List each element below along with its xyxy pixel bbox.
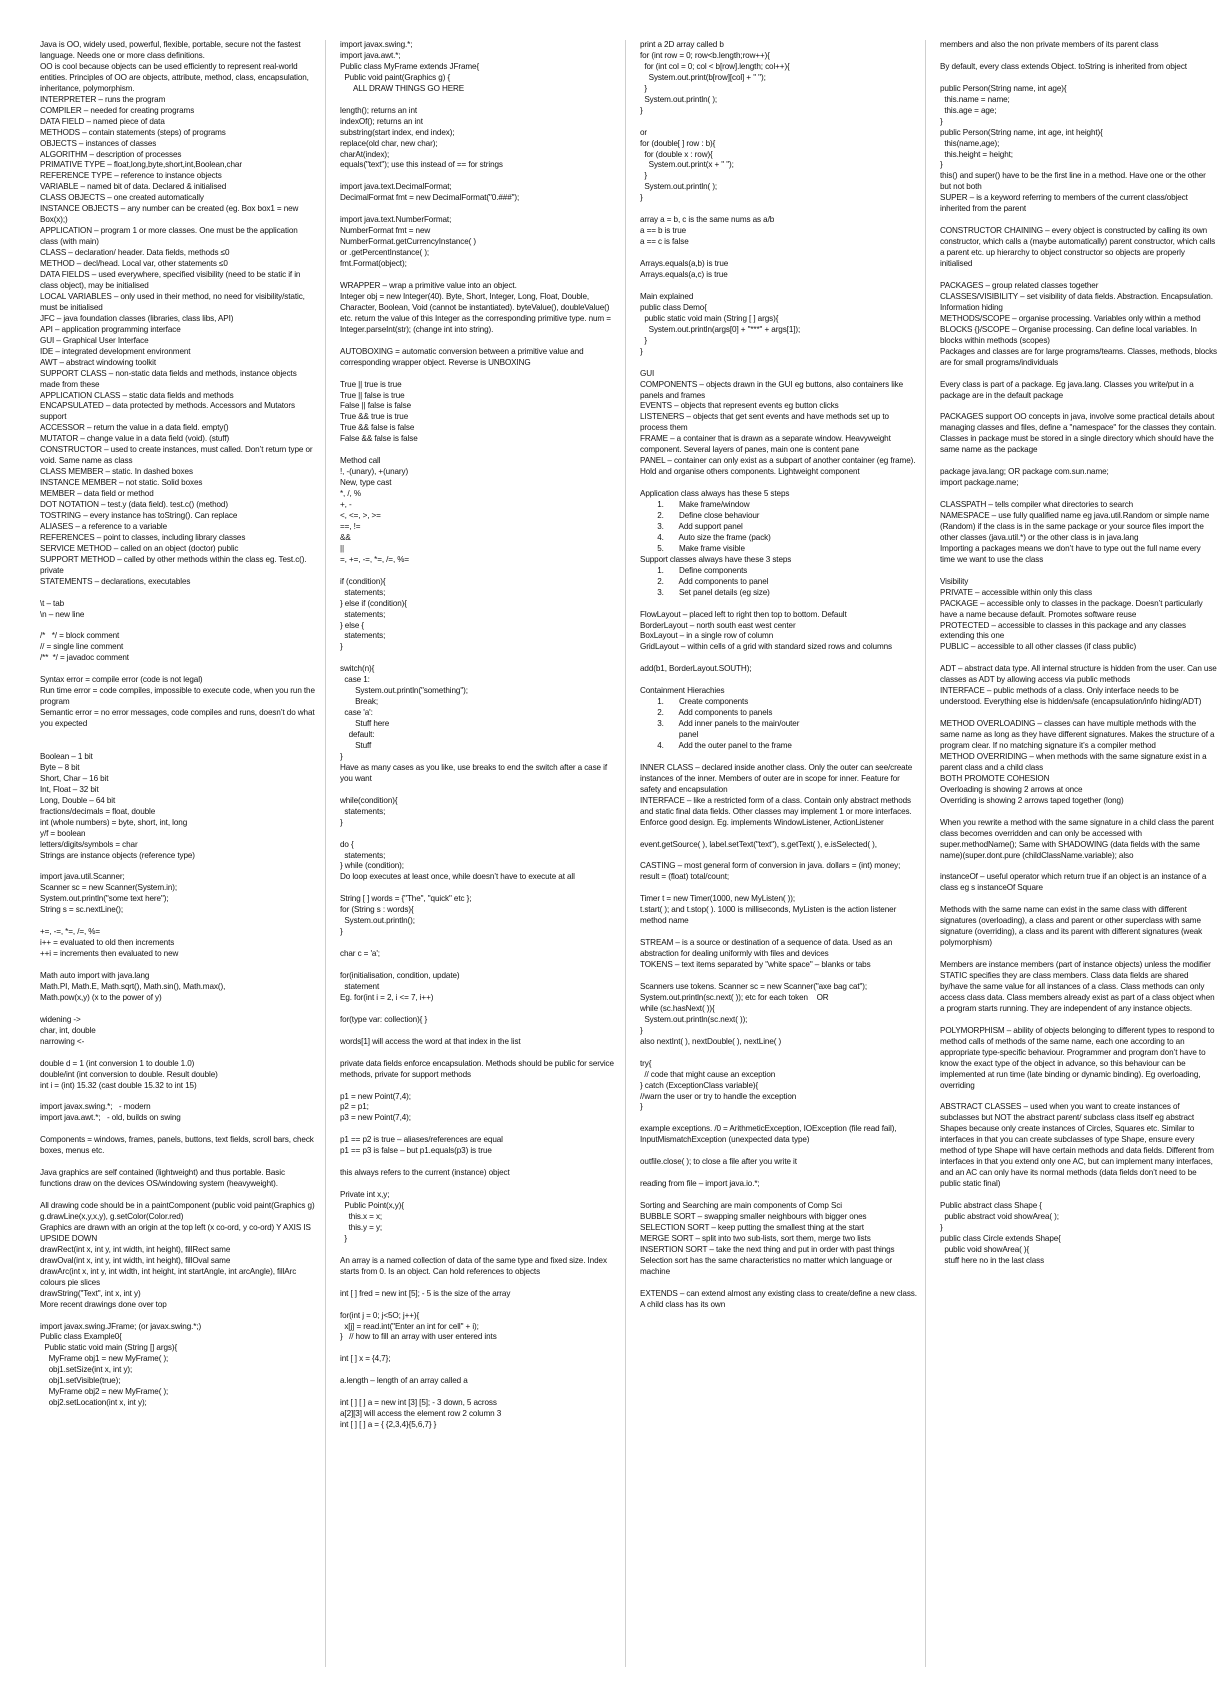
column-2: import javax.swing.*; import java.awt.*; Public class MyFrame extends JFrame{ Public void paint(Graphics g) { ALL DRAW THINGS GO HERE length(); returns an int indexOf(); returns an int substring(start index, end index); replace(old char, new char); charAt(index); equals("text"); use this instead of == for strings import java.text.DecimalFormat; DecimalFormat fmt = new DecimalFormat("0.###"); import java.text.NumberFormat; NumberFormat fmt = new NumberFormat.getCurrencyInstance( ) or .getPercentInstance( ); fmt.Format(object); WRAPPER – wrap a primitive value into an object. Integer obj = new Integer(40). Byte, Short, Integer, Long, Float, Double, Character, Boolean, Void (cannot be instantiated). byteValue(), doubleValue() etc. return the value of this Integer as the corresponding primitive type. num = Integer.parseInt(str); (change int into string). AUTOBOXING = automatic conversion between a primitive value and corresponding wrapper object. Reverse is UNBOXING True || true is true True || false is true False || false is false True && true is true True && false is false False && false is false Method call !, -(unary), +(unary) New, type cast *, /, % +, - <, <=, >, >= ==, != && || =, +=, -=, *=, /=, %= if (condition){ statements; } else if (condition){ statements; } else { statements; } switch(n){ case 1: System.out.println("something"); Break; case 'a': Stuff here default: Stuff } Have as many cases as you like, use breaks to end the switch after a case if you want while(condition){ statements; } do { statements; } while (condition); Do loop executes at least once, while doesn’t have to execute at all String [ ] words = {"The", "quick" etc }; for (String s : words){ System.out.println(); } char c = 'a'; for(initialisation, condition, update) statement Eg. for(int i = 2, i <= 7, i++) for(type var: collection){ } words[1] will access the word at that index in the list private data fields enforce encapsulation. Methods should be public for service methods, private for support methods p1 = new Point(7,4); p2 = p1; p3 = new Point(7,4); p1 == p2 is true – aliases/references are equal p1 == p3 is false – but p1.equals(p3) is true this always refers to the current (instance) object Private int x,y; Public Point(x,y){ this.x = x; this.y = y; } An array is a named collection of data of the same type and fixed size. Index starts from 0. Is an object. Can hold references to objects int [ ] fred = new int [5]; - 5 is the size of the array for(int j = 0; j<5O; j++){ x[j] = read.int("Enter an int for cell" + i); } // how to fill an array with user entered ints int [ ] x = {4,7}; a.length – length of an array called a int [ ] [ ] a = new int [3] [5]; - 3 down, 5 across a[2][3] will access the element row 2 column 3 int [ ] [ ] a = { {2,3,4}{5,6,7} } [340,40,626,1667]
column-3: print a 2D array called b for (int row = 0; row<b.length;row++){ for (int col = 0; col < b[row].length; col++){ System.out.print(b[row][col] + " "); } System.out.println( ); } or for (double[ ] row : b){ for (double x : row){ System.out.print(x + " "); } System.out.println( ); } array a = b, c is the same nums as a/b a == b is true a == c is false Arrays.equals(a,b) is true Arrays.equals(a,c) is true Main explained public class Demo{ public static void main (String [ ] args){ System.out.println(args[0] + "***" + args[1]); } } GUI COMPONENTS – objects drawn in the GUI eg buttons, also containers like panels and frames EVENTS – objects that represent events eg button clicks LISTENERS – objects that get sent events and have methods set up to process them FRAME – a container that is drawn as a separate window. Heavyweight component. Several layers of panes, main one is content pane PANEL – container can only exist as a subpart of another container (eg frame). Hold and organise others components. Lightweight component Application class always has these 5 steps 1. Make frame/window 2. Define close behaviour 3. Add support panel 4. Auto size the frame (pack) 5. Make frame visible Support classes always have these 3 steps 1. Define components 2. Add components to panel 3. Set panel details (eg size) FlowLayout – placed left to right then top to bottom. Default BorderLayout – north south east west center BoxLayout – in a single row of column GridLayout – within cells of a grid with standard sized rows and columns add(b1, BorderLayout.SOUTH); Containment Hierachies 1. Create components 2. Add components to panels 3. Add inner panels to the main/outer panel 4. Add the outer panel to the frame INNER CLASS – declared inside another class. Only the outer can see/create instances of the inner. Members of outer are in scope for inner. Feature for safety and encapsulation INTERFACE – like a restricted form of a class. Contain only abstract methods and static final data fields. Other classes may implement 1 or more interfaces. Enforce good design. Eg. implements WindowListener, ActionListener event.getSource( ), label.setText("text"), s.getText( ), e.isSelected( ), CASTING – most general form of conversion in java. dollars = (int) money; result = (float) total/count; Timer t = new Timer(1000, new MyListen( )); t.start( ); and t.stop( ). 1000 is milliseconds, MyListen is the action listener method name STREAM – is a source or destination of a sequence of data. Used as an abstraction for dealing uniformly with files and devices TOKENS – text items separated by "white space" – blanks or tabs Scanners use tokens. Scanner sc = new Scanner("axe bag cat"); System.out.println(sc.next( )); etc for each token OR while (sc.hasNext( )){ System.out.println(sc.next( )); } also nextInt( ), nextDouble( ), nextLine( ) try{ // code that might cause an exception } catch (ExceptionClass variable){ //warn the user or try to handle the exception } example exceptions. /0 = ArithmeticException, IOException (file read fail), InputMismatchException (unexpected data type) outfile.close( ); to close a file after you write it reading from file – import java.io.*; Sorting and Searching are main components of Comp Sci BUBBLE SORT – swapping smaller neighbours with bigger ones SELECTION SORT – keep putting the smallest thing at the start MERGE SORT – split into two sub-lists, sort them, merge two lists INSERTION SORT – take the next thing and put in order with past things Selection sort has the same characteristics no matter which language or machine EXTENDS – can extend almost any existing class to create/define a new class. A child class has its own [640,40,926,1667]
column-1: Java is OO, widely used, powerful, flexible, portable, secure not the fastest language. Needs one or more class definitions. OO is cool because objects can be used efficiently to represent real-world entities. Principles of OO are objects, attribute, method, class, encapsulation, inheritance, polymorphism. INTERPRETER – runs the program COMPILER – needed for creating programs DATA FIELD – named piece of data METHODS – contain statements (steps) of programs OBJECTS – instances of classes ALGORITHM – description of processes PRIMATIVE TYPE – float,long,byte,short,int,Boolean,char REFERENCE TYPE – reference to instance objects VARIABLE – named bit of data. Declared & initialised CLASS OBJECTS – one created automatically INSTANCE OBJECTS – any number can be created (eg. Box box1 = new Box(x);) APPLICATION – program 1 or more classes. One must be the application class (with main) CLASS – declaration/ header. Data fields, methods ≤0 METHOD – decl/head. Local var, other statements ≤0 DATA FIELDS – used everywhere, specified visibility (need to be static if in class object), may be initialised LOCAL VARIABLES – only used in their method, no need for visibility/static, must be initialised JFC – java foundation classes (libraries, class libs, API) API – application programming interface GUI – Graphical User Interface IDE – integrated development environment AWT – abstract windowing toolkit SUPPORT CLASS – non-static data fields and methods, instance objects made from these APPLICATION CLASS – static data fields and methods ENCAPSULATED – data protected by methods. Accessors and Mutators support ACCESSOR – return the value in a data field. empty() MUTATOR – change value in a data field (void). (stuff) CONSTRUCTOR – used to create instances, must called. Don’t return type or void. Same name as class CLASS MEMBER – static. In dashed boxes INSTANCE MEMBER – not static. Solid boxes MEMBER – data field or method DOT NOTATION – test.y (data field). test.c() (method) TOSTRING – every instance has toString(). Can replace ALIASES – a reference to a variable REFERENCES – point to classes, including library classes SERVICE METHOD – called on an object (doctor) public SUPPORT METHOD – called by other methods within the class eg. Test.c(). private STATEMENTS – declarations, executables \t – tab \n – new line /* */ = block comment // = single line comment /** */ = javadoc comment Syntax error = compile error (code is not legal) Run time error = code compiles, impossible to execute code, when you run the program Semantic error = no error messages, code compiles and runs, doesn’t do what you expected Boolean – 1 bit Byte – 8 bit Short, Char – 16 bit Int, Float – 32 bit Long, Double – 64 bit fractions/decimals = float, double int (whole numbers) = byte, short, int, long y/f = boolean letters/digits/symbols = char Strings are instance objects (reference type) import java.util.Scanner; Scanner sc = new Scanner(System.in); System.out.println("some text here"); String s = sc.nextLine(); +=, -=, *=, /=, %= i++ = evaluated to old then increments ++i = increments then evaluated to new Math auto import with java.lang Math.PI, Math.E, Math.sqrt(), Math.sin(), Math.max(), Math.pow(x,y) (x to the power of y) widening -> char, int, double narrowing <- double d = 1 (int conversion 1 to double 1.0) double/int (int conversion to double. Result double) int i = (int) 15.32 (cast double 15.32 to int 15) import javax.swing.*; - modern import java.awt.*; - old, builds on swing Components = windows, frames, panels, buttons, text fields, scroll bars, check boxes, menus etc. Java graphics are self contained (lightweight) and thus portable. Basic functions draw on the devices OS/windowing system (heavyweight). All drawing code should be in a paintComponent (public void paint(Graphics g) g.drawLine(x,y,x,y), g.setColor(Color.red) Graphics are drawn with an origin at the top left (x co-ord, y co-ord) Y AXIS IS UPSIDE DOWN drawRect(int x, int y, int width, int height), fillRect same drawOval(int x, int y, int width, int height), fillOval same drawArc(int x, int y, int width, int height, int startAngle, int arcAngle), fillArc colours pie slices drawString("Text", int x, int y) More recent drawings done over top import javax.swing.JFrame; (or javax.swing.*;) Public class Example0{ Public static void main (String [] args){ MyFrame obj1 = new MyFrame( ); obj1.setSize(int x, int y); obj1.setVisible(true); MyFrame obj2 = new MyFrame( ); obj2.setLocation(int x, int y); [40,40,326,1667]
column-4: members and also the non private members of its parent class By default, every class extends Object. toString is inherited from object public Person(String name, int age){ this.name = name; this.age = age; } public Person(String name, int age, int height){ this(name,age); this.height = height; } this() and super() have to be the first line in a method. Have one or the other but not both SUPER – is a keyword referring to members of the current class/object inherited from the parent CONSTRUCTOR CHAINING – every object is constructed by calling its own constructor, which calls a (maybe automatically) parent constructor, which calls a parent etc. up hierarchy to object constructor so objects are properly initialised PACKAGES – group related classes together CLASSES/VISIBILITY – set visibility of data fields. Abstraction. Encapsulation. Information hiding METHODS/SCOPE – organise processing. Variables only within a method BLOCKS {}/SCOPE – Organise processing. Can define local variables. In blocks within methods (scopes) Packages and classes are for large programs/teams. Classes, methods, blocks are for small programs/individuals Every class is part of a package. Eg java.lang. Classes you write/put in a package are in the default package PACKAGES support OO concepts in java, involve some practical details about managing classes and files, define a "namespace" for the classes they contain. Classes in package must be stored in a single directory which should have the same name as the package package java.lang; OR package com.sun.name; import package.name; CLASSPATH – tells compiler what directories to search NAMESPACE – use fully qualified name eg java.util.Random or simple name (Random) if the class is in the same package or your source files import the other classes (java.util.*) or the other class is in java.lang Importing a packages means we don’t have to type out the full name every time we want to use the class Visibility PRIVATE – accessible within only this class PACKAGE – accessible only to classes in the package. Doesn’t particularly have a name because default. Promotes software reuse PROTECTED – accessible to classes in this package and any classes extending this one PUBLIC – accessible to all other classes (if class public) ADT – abstract data type. All internal structure is hidden from the user. Can use classes as ADT by allowing access via public methods INTERFACE – public methods of a class. Only interface needs to be understood. Everything else is hidden/safe (encapsulation/info hiding/ADT) METHOD OVERLOADING – classes can have multiple methods with the same name as long as they have different signatures. Makes the structure of a program clear. If no matching signature it’s a compiler method METHOD OVERRIDING – when methods with the same signature exist in a parent class and a child class BOTH PROMOTE COHESION Overloading is showing 2 arrows at once Overriding is showing 2 arrows taped together (long) When you rewrite a method with the same signature in a child class the parent class becomes overridden and can only be accessed with super.methodName(); Same with SHADOWING (data fields with the same name)(super.dont.pure (childClassName.variable); also instanceOf – useful operator which return true if an object is an instance of a class eg s instanceOf Square Methods with the same name can exist in the same class with different signatures (overloading), a class and parent or other superclass with same signature (overriding), a class and its parent with different signatures (weak polymorphism) Members are instance members (part of instance objects) unless the modifier STATIC specifies they are class members. Class data fields are shared by/have the same value for all instances of a class. Class methods can only access class data. Class members already exist as part of a class object when a program starts running. They are independent of any instance objects. POLYMORPHISM – ability of objects belonging to different types to respond to method calls of methods of the same name, each one according to an appropriate type-specific behaviour. Programmer and program don’t have to know the exact type of the object in advance, so this behaviour can be implemented at run time (late binding or dynamic binding). Eg overloading, overriding ABSTRACT CLASSES – used when you want to create instances of subclasses but NOT the abstract parent/ subclass class itself eg abstract Shapes because only create instances of Circles, Squares etc. Similar to interfaces in that you can create subclasses of type Shape, ensure every method of type Shape will have certain methods and data fields. Different from interfaces in that you extend only one AC, but can implement many interfaces, and an AC can only have its normal methods (data fields don’t need to be public static final) Public abstract class Shape { public abstract void showArea( ); } public class Circle extends Shape{ public void showArea( ){ stuff here no in the last class [940,40,1217,1265]
